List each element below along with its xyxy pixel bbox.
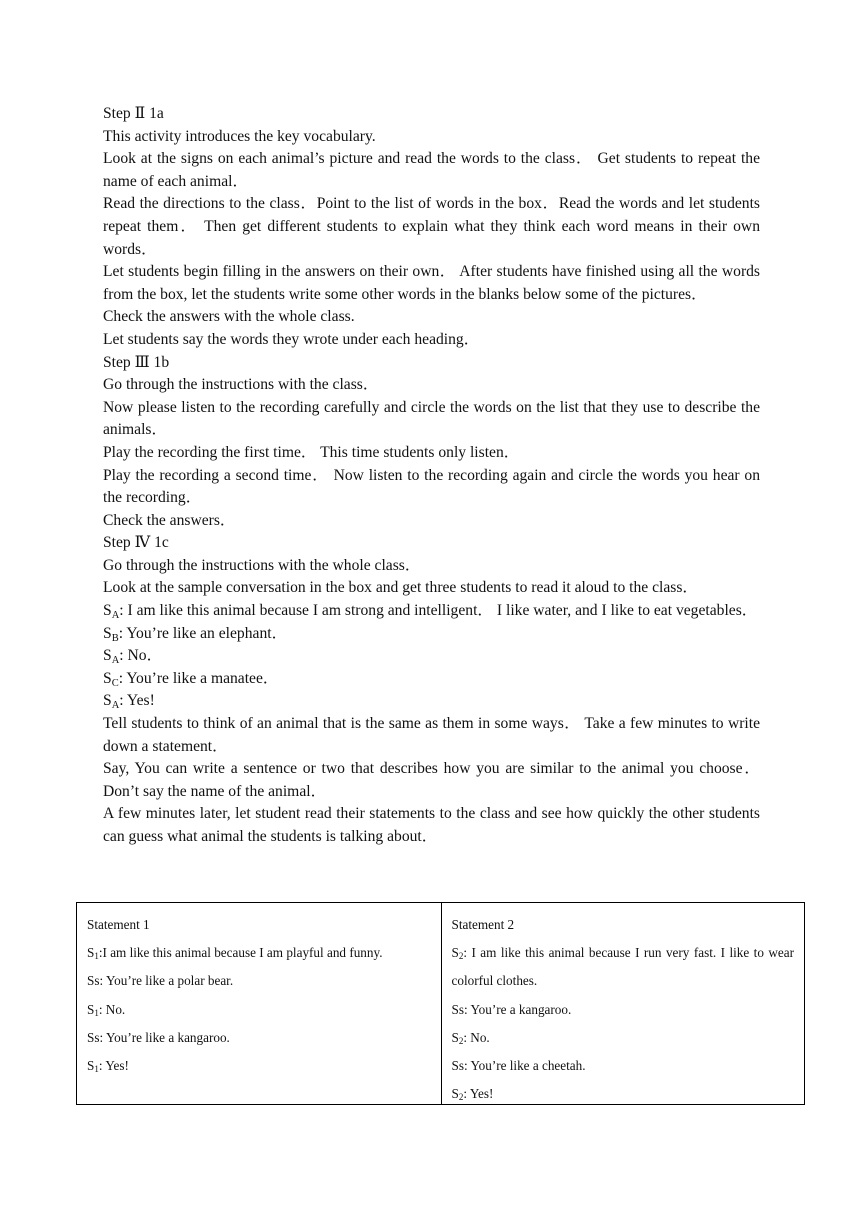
dialogue-text: : I am like this animal because I am strong and intelligent． I like water, and I like to eat vegetables． — [119, 602, 758, 620]
paragraph: Go through the instructions with the class． — [103, 376, 379, 394]
dialogue-line — [103, 668, 760, 691]
statements-table — [76, 902, 805, 1105]
speaker-subscript: C — [111, 677, 119, 689]
line-text: :I am like this animal because I am playful and funny. — [98, 945, 383, 961]
paragraph: Play the recording a second time． Now listen to the recording again and circle the words you hear on the recording． — [103, 466, 760, 507]
table-line — [452, 939, 795, 995]
paragraph: Check the answers． — [103, 511, 236, 529]
line-text: : I am like this animal because I run very fast. I like to wear colorful clothes. — [451, 945, 794, 989]
paragraph: Look at the signs on each animal’s picture and read the words to the class． Get students to repeat the name of each animal． — [103, 150, 760, 190]
speaker: S — [87, 1001, 95, 1017]
line-text: : You’re like a cheetah. — [463, 1058, 586, 1074]
paragraph: Let students say the words they wrote under each heading． — [103, 330, 480, 348]
speaker-subscript: A — [111, 610, 120, 622]
dialogue-line — [103, 623, 760, 646]
speaker-subscript: B — [111, 632, 119, 644]
table-line — [87, 996, 431, 1024]
speaker-subscript: A — [111, 655, 120, 667]
line-text: : You’re like a kangaroo. — [99, 1029, 230, 1045]
speaker: Ss — [87, 973, 100, 989]
speaker: S — [451, 945, 459, 961]
paragraph: Now please listen to the recording carefully and circle the words on the list that they use to describe the animals． — [103, 398, 760, 439]
speaker: S — [103, 669, 112, 687]
table-line — [452, 1080, 795, 1108]
line-text: : No. — [463, 1029, 490, 1045]
statement-2-column — [441, 903, 805, 1104]
paragraph: Play the recording the first time． This time students only listen． — [103, 443, 520, 461]
statement-1-column — [77, 903, 441, 1104]
speaker: S — [103, 602, 112, 620]
column-heading: Statement 1 — [87, 917, 150, 932]
speaker: S — [87, 945, 95, 961]
paragraph: Step Ⅳ 1c — [103, 534, 169, 552]
column-heading: Statement 2 — [451, 917, 515, 932]
paragraph: Say, You can write a sentence or two that describes how you are similar to the animal you choose． Don’t say the name of the animal． — [103, 760, 760, 800]
paragraph: Read the directions to the class．Point to the list of words in the box．Read the words and let students repeat them． Then get different students to explain what they think each word means in their own words． — [103, 195, 760, 258]
table-line — [87, 1024, 431, 1052]
dialogue-line — [103, 645, 760, 668]
dialogue-line — [103, 600, 760, 623]
table-line — [87, 1052, 431, 1080]
paragraph: Go through the instructions with the whole class． — [103, 556, 421, 574]
dialogue-line — [103, 690, 760, 713]
paragraph: Tell students to think of an animal that is the same as them in some ways． Take a few minutes to write down a statement． — [103, 715, 760, 755]
speaker-subscript: 2 — [458, 951, 464, 962]
lesson-text — [103, 103, 760, 849]
speaker: S — [451, 1029, 459, 1045]
speaker: S — [103, 647, 112, 665]
speaker-subscript: 2 — [458, 1035, 464, 1046]
paragraph: Step Ⅱ 1a — [103, 105, 164, 122]
speaker-subscript: 1 — [94, 1064, 99, 1075]
speaker-subscript: 1 — [94, 951, 99, 962]
line-text: : Yes! — [463, 1086, 494, 1102]
table-line — [452, 1024, 795, 1052]
paragraph: Step Ⅲ 1b — [103, 353, 170, 371]
table-line — [87, 967, 431, 995]
speaker-subscript: 1 — [94, 1007, 99, 1018]
line-text: : You’re a kangaroo. — [463, 1001, 572, 1017]
speaker-subscript: 2 — [458, 1092, 464, 1103]
speaker: Ss — [451, 1058, 464, 1074]
speaker: Ss — [87, 1029, 100, 1045]
speaker-subscript: A — [111, 700, 120, 712]
line-text: : Yes! — [98, 1058, 129, 1074]
dialogue-text: : You’re like a manatee． — [118, 669, 279, 687]
paragraph: Let students begin filling in the answers on their own． After students have finished using all the words from the box, let the students write some other words in the blanks below some of the pictures． — [103, 263, 760, 303]
dialogue-text: : You’re like an elephant． — [118, 624, 288, 642]
paragraph: This activity introduces the key vocabulary. — [103, 127, 376, 145]
dialogue-text: : No． — [119, 647, 163, 665]
speaker: S — [103, 692, 112, 710]
line-text: : No. — [98, 1001, 126, 1017]
table-line — [87, 939, 431, 967]
table-line — [452, 1052, 795, 1080]
paragraph: A few minutes later, let student read their statements to the class and see how quickly the other students can guess what animal the students is talking about． — [103, 805, 760, 845]
paragraph: Check the answers with the whole class. — [103, 308, 355, 326]
speaker: S — [87, 1058, 95, 1074]
speaker: Ss — [451, 1001, 464, 1017]
paragraph: Look at the sample conversation in the box and get three students to read it aloud to the class． — [103, 579, 699, 597]
speaker: S — [451, 1086, 459, 1102]
dialogue-text: : Yes! — [119, 692, 155, 710]
speaker: S — [103, 624, 112, 642]
line-text: : You’re like a polar bear. — [99, 973, 234, 989]
table-line — [452, 996, 795, 1024]
